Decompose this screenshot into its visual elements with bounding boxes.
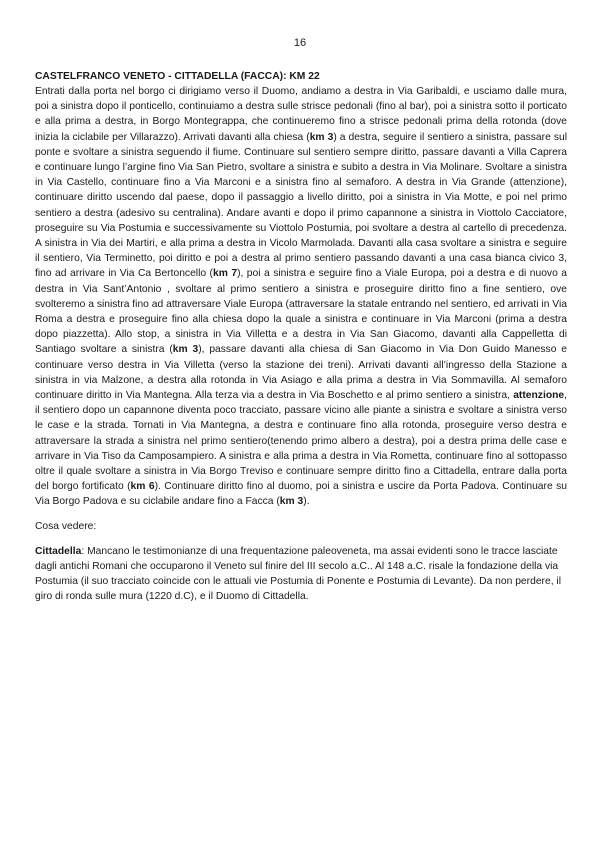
page-number: 16	[293, 37, 307, 49]
distance-marker: km 3	[309, 131, 334, 143]
distance-marker: km 3	[279, 496, 304, 508]
distance-marker: km 7	[212, 268, 238, 280]
distance-marker: km 6	[130, 481, 155, 493]
distance-marker: km 3	[172, 344, 199, 356]
route-text: ), poi a sinistra e seguire fino a Viale Europa, poi a destra e di nuovo a destra in Via Sant’Antonio , svoltare al primo sentiero a sinistra e proseguire diritto fino a fine sentiero, ove svolteremo a sinistra fino ad attraversare Viale Europa (attraversare la statale entrando nel sentiero, ed arrivati in Via Roma a destra e proseguire fino alla chiesa dopo la quale a sinistra e continuare in Via Marconi (prima a destra dopo piazzetta). Allo stop, a sinistra in Via Villetta e a destra in Via San Giacomo, davanti alla Cappelletta di Santiago svoltare a sinistra (	[35, 268, 567, 356]
city-name: Cittadella	[35, 545, 82, 557]
route-text: , il sentiero dopo un capannone diventa poco tracciato, passare vicino alle piante a sinistra e svoltare a sinistra verso le case e la strada. Tornati in Via Mantegna, a destra e continuare fino alla rotonda, proseguire verso destra e attraversare la strada a sinistra nel primo sentiero(tenendo primo albero a destra), poi a destra prima delle case e arrivare in Via Tiso da Camposampiero. A sinistra e alla prima a destra in Via Rometta, continuare fino al sottopasso oltre il quale svoltare a sinistra in Via Borgo Treviso e continuare sempre diritto fino a Cittadella, entrare dalla porta del borgo fortificato (	[35, 390, 567, 493]
what-to-see-label: Cosa vedere:	[35, 520, 97, 532]
route-text: Entrati dalla porta nel borgo ci dirigiamo verso il Duomo, andiamo a destra in Via Garibaldi, e usciamo dalle mura, poi a sinistra dopo il ponticello, continuiamo a destra sulle strisce pedonali (fino al bar), poi a sinistra sotto il porticato e alla prima a destra, in Borgo Montegrappa, che continueremo fino a strisce pedonali prima della rotonda (dove inizia la ciclabile per Villarazzo). Arrivati davanti alla chiesa (	[35, 86, 567, 143]
route-text: ) a destra, seguire il sentiero a sinistra, passare sul ponte e svoltare a sinistra seguendo il fiume. Continuare sul sentiero sempre diritto, passare davanti a Villa Caprera e continuare lungo l’argine fino Via San Pietro, svoltare a sinistra e subito a destra in Via Molinare. Svoltare a sinistra in Via Castello, continuare fino a Via Marconi e a sinistra fino al semaforo. A destra in Via Grande (attenzione), continuare diritto uscendo dal paese, dopo il passaggio a livello diritto, poi a sinistra in Via Motte, e poi nel primo sentiero a destra (adesivo su centralina). Andare avanti e dopo il primo capannone a sinistra in Viottolo Cacciatore, proseguire su Via Postumia e successivamente su Viottolo Postumia, poi svoltare a destra al cartello di precedenza. A sinistra in Via dei Martiri, e alla prima a destra in Vicolo Marmolada. Davanti alla casa svoltare a sinistra e seguire il sentiero, Via Terminetto, poi diritto e poi a destra al primo sentiero passando davanti a una casa bianca civico 3, fino ad arrivare in Via Ca Bertoncello (	[35, 131, 567, 280]
route-text: ).	[303, 496, 310, 508]
city-description	[35, 544, 567, 605]
route-text: ). Continuare diritto fino al duomo, poi a sinistra e uscire da Porta Padova. Continuare su Via Borgo Padova e su ciclabile andare fino a Facca (	[35, 481, 567, 508]
page-content	[35, 70, 567, 605]
city-text: : Mancano le testimonianze di una frequentazione paleoveneta, ma assai evidenti sono le tracce lasciate dagli antichi Romani che occuparono il Veneto sul finire del III secolo a.C.. Al 148 a.C. risale la fondazione della via Postumia (il suo tracciato coincide con le attuali vie Postumia di Ponente e Postumia di Levante). Da non perdere, il giro di ronda sulle mura (1220 d.C), e il Duomo di Cittadella.	[35, 545, 561, 603]
route-text: ), passare davanti alla chiesa di San Giacomo in Via Don Guido Manesso e continuare verso destra in Via Villetta (verso la stazione dei treni). Arrivati davanti all’ingresso della Stazione a sinistra in via Malzone, a destra alla rotonda in Via Asiago e alla prima a destra in Via Sommavilla. Al semaforo continuare diritto in Via Mantegna. Alla terza via a destra in Via Boschetto e al primo sentiero a sinistra,	[35, 344, 567, 402]
section-title: CASTELFRANCO VENETO - CITTADELLA (FACCA): KM 22	[35, 71, 320, 82]
warning-word: attenzione	[513, 390, 565, 402]
route-description	[35, 84, 567, 510]
